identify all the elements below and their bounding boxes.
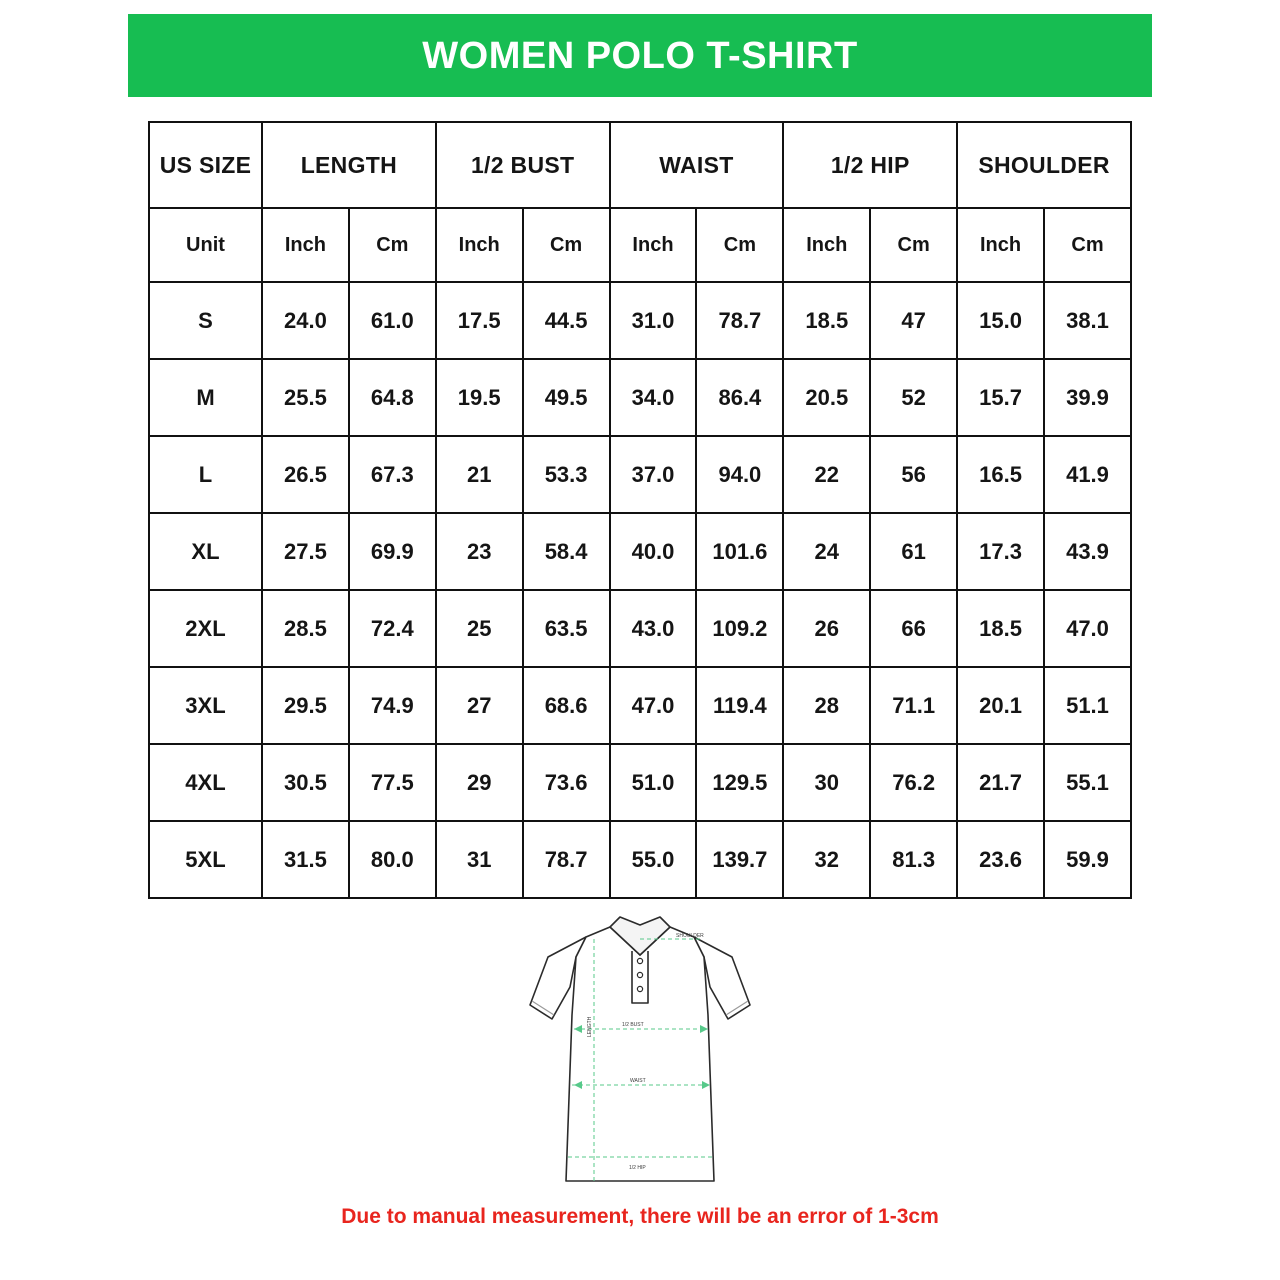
cell-hip-inch: 30 [783, 744, 870, 821]
cell-waist-inch: 40.0 [610, 513, 697, 590]
label-waist: WAIST [630, 1078, 646, 1084]
polo-shirt-diagram [0, 895, 1280, 1205]
cell-waist-inch: 31.0 [610, 282, 697, 359]
cell-length-inch: 31.5 [262, 821, 349, 898]
cell-length-inch: 26.5 [262, 436, 349, 513]
cell-shoulder-inch: 15.7 [957, 359, 1044, 436]
unit-shoulder-inch: Inch [957, 208, 1044, 282]
cell-waist-inch: 43.0 [610, 590, 697, 667]
cell-shoulder-inch: 15.0 [957, 282, 1044, 359]
size-table [148, 121, 1132, 899]
cell-shoulder-cm: 55.1 [1044, 744, 1131, 821]
unit-length-cm: Cm [349, 208, 436, 282]
cell-shoulder-cm: 47.0 [1044, 590, 1131, 667]
unit-bust-cm: Cm [523, 208, 610, 282]
cell-waist-cm: 109.2 [696, 590, 783, 667]
cell-waist-cm: 86.4 [696, 359, 783, 436]
measurement-disclaimer: Due to manual measurement, there will be an error of 1-3cm [341, 1205, 939, 1228]
cell-bust-cm: 73.6 [523, 744, 610, 821]
cell-hip-cm: 66 [870, 590, 957, 667]
cell-bust-cm: 68.6 [523, 667, 610, 744]
table-row [149, 821, 1131, 898]
row-size-label: 3XL [149, 667, 262, 744]
cell-bust-cm: 78.7 [523, 821, 610, 898]
cell-shoulder-inch: 16.5 [957, 436, 1044, 513]
cell-bust-cm: 53.3 [523, 436, 610, 513]
cell-shoulder-cm: 51.1 [1044, 667, 1131, 744]
cell-hip-cm: 76.2 [870, 744, 957, 821]
cell-bust-cm: 49.5 [523, 359, 610, 436]
cell-shoulder-cm: 39.9 [1044, 359, 1131, 436]
unit-length-inch: Inch [262, 208, 349, 282]
cell-length-cm: 64.8 [349, 359, 436, 436]
group-header-length: LENGTH [262, 122, 436, 208]
cell-waist-inch: 55.0 [610, 821, 697, 898]
cell-waist-inch: 51.0 [610, 744, 697, 821]
cell-waist-cm: 101.6 [696, 513, 783, 590]
cell-length-cm: 77.5 [349, 744, 436, 821]
cell-hip-inch: 18.5 [783, 282, 870, 359]
cell-bust-inch: 27 [436, 667, 523, 744]
table-row [149, 667, 1131, 744]
cell-bust-inch: 23 [436, 513, 523, 590]
group-header-shoulder: SHOULDER [957, 122, 1131, 208]
unit-hip-inch: Inch [783, 208, 870, 282]
row-size-label: S [149, 282, 262, 359]
group-header-us-size: US SIZE [149, 122, 262, 208]
polo-shirt-illustration [490, 895, 790, 1195]
cell-bust-cm: 58.4 [523, 513, 610, 590]
cell-bust-inch: 19.5 [436, 359, 523, 436]
size-table-container [148, 121, 1132, 899]
cell-length-cm: 72.4 [349, 590, 436, 667]
cell-hip-inch: 32 [783, 821, 870, 898]
cell-shoulder-cm: 38.1 [1044, 282, 1131, 359]
cell-length-cm: 74.9 [349, 667, 436, 744]
cell-shoulder-cm: 43.9 [1044, 513, 1131, 590]
table-row [149, 359, 1131, 436]
cell-hip-inch: 24 [783, 513, 870, 590]
cell-length-cm: 67.3 [349, 436, 436, 513]
cell-waist-inch: 47.0 [610, 667, 697, 744]
table-row [149, 590, 1131, 667]
cell-hip-cm: 56 [870, 436, 957, 513]
unit-shoulder-cm: Cm [1044, 208, 1131, 282]
unit-label: Unit [149, 208, 262, 282]
group-header-waist: WAIST [610, 122, 784, 208]
cell-shoulder-cm: 41.9 [1044, 436, 1131, 513]
cell-hip-inch: 20.5 [783, 359, 870, 436]
cell-length-cm: 69.9 [349, 513, 436, 590]
unit-waist-cm: Cm [696, 208, 783, 282]
unit-waist-inch: Inch [610, 208, 697, 282]
cell-hip-cm: 61 [870, 513, 957, 590]
row-size-label: 4XL [149, 744, 262, 821]
table-row [149, 436, 1131, 513]
cell-bust-inch: 25 [436, 590, 523, 667]
label-half-bust: 1/2 BUST [622, 1022, 644, 1028]
group-header-half-hip: 1/2 HIP [783, 122, 957, 208]
cell-hip-cm: 81.3 [870, 821, 957, 898]
cell-waist-inch: 37.0 [610, 436, 697, 513]
table-row [149, 513, 1131, 590]
cell-waist-cm: 129.5 [696, 744, 783, 821]
cell-length-inch: 30.5 [262, 744, 349, 821]
label-length: LENGTH [587, 1016, 593, 1037]
cell-length-inch: 24.0 [262, 282, 349, 359]
cell-bust-inch: 29 [436, 744, 523, 821]
table-unit-row [149, 208, 1131, 282]
label-shoulder: SHOULDER [676, 933, 704, 939]
row-size-label: 5XL [149, 821, 262, 898]
cell-shoulder-inch: 23.6 [957, 821, 1044, 898]
unit-hip-cm: Cm [870, 208, 957, 282]
cell-hip-cm: 71.1 [870, 667, 957, 744]
cell-bust-inch: 17.5 [436, 282, 523, 359]
cell-length-inch: 27.5 [262, 513, 349, 590]
cell-length-cm: 80.0 [349, 821, 436, 898]
header-banner [128, 14, 1152, 97]
table-row [149, 744, 1131, 821]
label-half-hip: 1/2 HIP [629, 1165, 646, 1171]
cell-shoulder-cm: 59.9 [1044, 821, 1131, 898]
cell-waist-cm: 94.0 [696, 436, 783, 513]
cell-bust-cm: 63.5 [523, 590, 610, 667]
shirt-body [566, 927, 714, 1181]
group-header-half-bust: 1/2 BUST [436, 122, 610, 208]
cell-bust-cm: 44.5 [523, 282, 610, 359]
cell-length-inch: 25.5 [262, 359, 349, 436]
unit-bust-inch: Inch [436, 208, 523, 282]
row-size-label: 2XL [149, 590, 262, 667]
cell-shoulder-inch: 20.1 [957, 667, 1044, 744]
cell-hip-inch: 26 [783, 590, 870, 667]
page-title: WOMEN POLO T-SHIRT [422, 34, 858, 77]
cell-hip-cm: 47 [870, 282, 957, 359]
cell-waist-cm: 139.7 [696, 821, 783, 898]
cell-bust-inch: 31 [436, 821, 523, 898]
cell-shoulder-inch: 21.7 [957, 744, 1044, 821]
table-row [149, 282, 1131, 359]
cell-shoulder-inch: 17.3 [957, 513, 1044, 590]
cell-hip-inch: 28 [783, 667, 870, 744]
cell-hip-cm: 52 [870, 359, 957, 436]
cell-waist-cm: 78.7 [696, 282, 783, 359]
table-group-header-row [149, 122, 1131, 208]
row-size-label: M [149, 359, 262, 436]
cell-length-inch: 28.5 [262, 590, 349, 667]
cell-waist-inch: 34.0 [610, 359, 697, 436]
row-size-label: L [149, 436, 262, 513]
cell-length-inch: 29.5 [262, 667, 349, 744]
cell-bust-inch: 21 [436, 436, 523, 513]
cell-waist-cm: 119.4 [696, 667, 783, 744]
cell-hip-inch: 22 [783, 436, 870, 513]
row-size-label: XL [149, 513, 262, 590]
cell-length-cm: 61.0 [349, 282, 436, 359]
cell-shoulder-inch: 18.5 [957, 590, 1044, 667]
